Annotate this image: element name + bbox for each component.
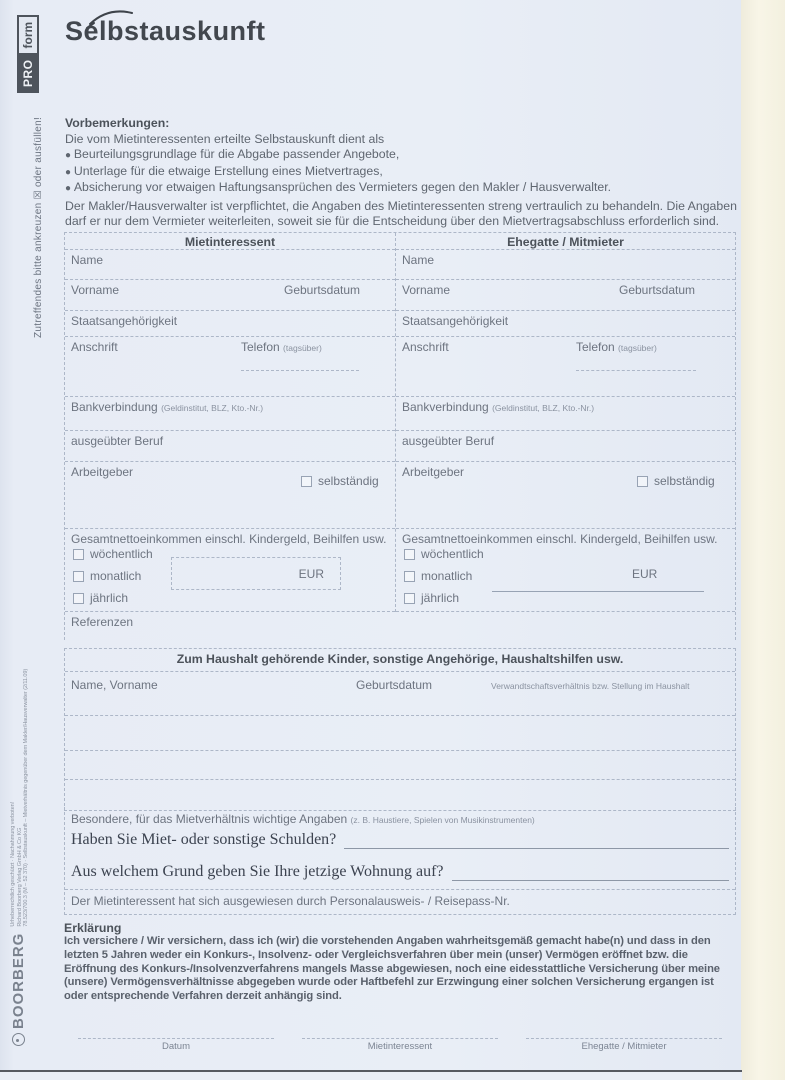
label-telefon: Telefon (tagsüber) bbox=[241, 340, 322, 354]
intro-note: Der Makler/Hausverwalter ist verpflichtet, die Angaben des Mietinteressenten streng vertraulich zu behandeln. Die Angaben darf er nur dem Vermieter weiterleiten, soweit sie für die Entscheidung über den Mietvertragsabschluss erforderlich sind. bbox=[65, 198, 737, 228]
field-einkommen-spouse[interactable] bbox=[396, 529, 735, 612]
label-geburtsdatum: Geburtsdatum bbox=[284, 283, 361, 297]
household-table bbox=[64, 648, 736, 811]
household-col-name: Name, Vorname bbox=[71, 678, 158, 692]
schulden-answer-line[interactable] bbox=[344, 833, 729, 849]
household-col-verhaeltnis: Verwandtschaftsverhältnis bzw. Stellung im Haushalt bbox=[491, 681, 690, 691]
label-eur: EUR bbox=[298, 566, 324, 581]
proform-logo-form: form bbox=[19, 17, 37, 56]
column-applicant bbox=[65, 233, 395, 612]
signature-cell-mietinteressent bbox=[288, 1030, 512, 1052]
question-schulden-text: Haben Sie Miet- oder sonstige Schulden? bbox=[71, 831, 337, 848]
persons-table bbox=[64, 232, 736, 640]
question-schulden bbox=[71, 831, 729, 849]
field-vorname-applicant[interactable] bbox=[65, 280, 395, 311]
label-telefon: Telefon (tagsüber) bbox=[576, 340, 657, 354]
signature-line-mietinteressent[interactable] bbox=[302, 1030, 498, 1039]
field-staatsangehoerigkeit-applicant[interactable] bbox=[65, 311, 395, 337]
besondere-note: (z. B. Haustiere, Spielen von Musikinstrumenten) bbox=[350, 815, 535, 825]
intro-lead: Die vom Mietinteressenten erteilte Selbstauskunft dient als bbox=[65, 131, 385, 146]
scan-background bbox=[741, 0, 785, 1080]
field-vorname-spouse[interactable] bbox=[396, 280, 735, 311]
label-selbstaendig: selbständig bbox=[654, 474, 715, 488]
household-title: Zum Haushalt gehörende Kinder, sonstige Angehörige, Haushaltshilfen usw. bbox=[65, 649, 735, 672]
telefon-write-line[interactable] bbox=[241, 370, 359, 371]
declaration-section bbox=[64, 921, 740, 1004]
label-telefon-note: (tagsüber) bbox=[283, 343, 322, 353]
publisher-imprint bbox=[10, 669, 30, 927]
label-geburtsdatum: Geburtsdatum bbox=[619, 283, 696, 297]
household-row-3[interactable] bbox=[65, 780, 735, 810]
label-name: Name bbox=[402, 253, 435, 267]
margin-instruction-text: Zutreffendes bitte ankreuzen ☒ oder ausfüllen! bbox=[33, 116, 44, 338]
label-selbstaendig: selbständig bbox=[318, 474, 379, 488]
declaration-heading: Erklärung bbox=[64, 921, 122, 935]
checkbox-woechentlich-applicant[interactable] bbox=[73, 549, 84, 560]
intro-section bbox=[65, 116, 737, 230]
field-arbeitgeber-spouse[interactable] bbox=[396, 462, 735, 529]
intro-bullet-3: ● Absicherung vor etwaigen Haftungsansprüchen des Vermieters gegen den Makler / Hausverwalter. bbox=[65, 180, 737, 197]
intro-bullet-1: ● Beurteilungsgrundlage für die Abgabe passender Angebote, bbox=[65, 147, 737, 164]
signature-label-mietinteressent: Mietinteressent bbox=[367, 1041, 433, 1052]
label-bank-note: (Geldinstitut, BLZ, Kto.-Nr.) bbox=[161, 403, 264, 413]
label-jaehrlich: jährlich bbox=[90, 591, 129, 605]
publisher-block bbox=[10, 669, 30, 1046]
details-divider bbox=[65, 889, 735, 890]
label-telefon-note: (tagsüber) bbox=[618, 343, 657, 353]
label-einkommen: Gesamtnettoeinkommen einschl. Kindergeld, Beihilfen usw. bbox=[71, 532, 387, 546]
household-row-2[interactable] bbox=[65, 751, 735, 780]
field-anschrift-spouse[interactable] bbox=[396, 337, 735, 397]
label-bank-note: (Geldinstitut, BLZ, Kto.-Nr.) bbox=[492, 403, 595, 413]
label-jaehrlich: jährlich bbox=[421, 591, 460, 605]
signature-cell-datum bbox=[64, 1030, 288, 1052]
field-einkommen-applicant[interactable] bbox=[65, 529, 395, 612]
ausweis-field[interactable]: Der Mietinteressent hat sich ausgewiesen durch Personalausweis- / Reisepass-Nr. bbox=[71, 894, 510, 908]
label-staatsangehoerigkeit: Staatsangehörigkeit bbox=[71, 314, 178, 328]
signature-line-datum[interactable] bbox=[78, 1030, 274, 1039]
signature-row bbox=[64, 1030, 736, 1052]
checkbox-selbstaendig-applicant[interactable] bbox=[301, 476, 312, 487]
page-title: Selbstauskunft bbox=[65, 16, 266, 46]
column-header-spouse: Ehegatte / Mitmieter bbox=[396, 233, 735, 250]
checkbox-monatlich-spouse[interactable] bbox=[404, 571, 415, 582]
label-arbeitgeber: Arbeitgeber bbox=[71, 465, 134, 479]
checkbox-selbstaendig-spouse[interactable] bbox=[637, 476, 648, 487]
label-bankverbindung: Bankverbindung (Geldinstitut, BLZ, Kto.-Nr.) bbox=[71, 400, 264, 414]
declaration-body: Ich versichere / Wir versichern, dass ich (wir) die vorstehenden Angaben wahrheitsgemäß gemacht habe(n) und dass in den letzten 5 Jahren weder ein Konkurs-, Insolvenz- oder Vergleichsverfahren über mein (unser) Vermögen eröffnet bzw. die Eröffnung des Konkurs-/Insolvenzverfahrens mangels Masse abgewiesen, noch eine eidesstattliche Versicherung über meine (unsere) Vermögensverhältnisse abgegeben wurde oder Haftbefehl zur Erzwingung einer solchen Versicherung ergangen ist oder entsprechende Verfahren derzeit anhängig sind. bbox=[64, 935, 720, 1003]
boorberg-logo-icon bbox=[12, 1033, 25, 1046]
copyright-line-2: Richard Boorberg Verlag GmbH & Co KG bbox=[16, 827, 23, 927]
signature-cell-ehegatte bbox=[512, 1030, 736, 1052]
label-monatlich: monatlich bbox=[90, 569, 142, 583]
label-bankverbindung: Bankverbindung (Geldinstitut, BLZ, Kto.-Nr.) bbox=[402, 400, 595, 414]
checkbox-jaehrlich-applicant[interactable] bbox=[73, 593, 84, 604]
checkbox-woechentlich-spouse[interactable] bbox=[404, 549, 415, 560]
field-beruf-applicant[interactable] bbox=[65, 431, 395, 462]
checkbox-monatlich-applicant[interactable] bbox=[73, 571, 84, 582]
label-beruf: ausgeübter Beruf bbox=[71, 434, 164, 448]
eur-write-line-spouse[interactable] bbox=[492, 591, 704, 592]
telefon-write-line[interactable] bbox=[576, 370, 696, 371]
label-vorname: Vorname bbox=[71, 283, 120, 297]
field-bankverbindung-applicant[interactable] bbox=[65, 397, 395, 431]
intro-heading: Vorbemerkungen: bbox=[65, 116, 170, 130]
field-arbeitgeber-applicant[interactable] bbox=[65, 462, 395, 529]
publisher-name bbox=[10, 933, 27, 1046]
eur-amount-box-applicant[interactable] bbox=[171, 557, 341, 590]
order-number-line: 78.523/700.3 (M – 52 370) · Selbstauskunft – Mietverhältnis gegenüber dem Makler/Hausverwalter (2/11.09) bbox=[23, 668, 30, 927]
question-wohnung bbox=[71, 863, 729, 881]
label-referenzen: Referenzen bbox=[71, 615, 134, 629]
question-wohnung-text: Aus welchem Grund geben Sie Ihre jetzige Wohnung auf? bbox=[71, 863, 444, 880]
label-eur: EUR bbox=[632, 567, 658, 581]
field-name-spouse[interactable] bbox=[396, 250, 735, 280]
signature-label-ehegatte: Ehegatte / Mitmieter bbox=[581, 1041, 667, 1052]
column-spouse bbox=[395, 233, 735, 612]
label-staatsangehoerigkeit: Staatsangehörigkeit bbox=[402, 314, 509, 328]
copyright-line-1: Urheberrechtlich geschützt · Nachahmung verboten! bbox=[10, 801, 16, 927]
household-row-1[interactable] bbox=[65, 716, 735, 751]
publisher-name-text: BOORBERG bbox=[10, 932, 27, 1029]
label-anschrift: Anschrift bbox=[71, 340, 118, 354]
field-bankverbindung-spouse[interactable] bbox=[396, 397, 735, 431]
field-anschrift-applicant[interactable] bbox=[65, 337, 395, 397]
household-col-geburtsdatum: Geburtsdatum bbox=[356, 678, 433, 692]
label-anschrift: Anschrift bbox=[402, 340, 449, 354]
label-einkommen: Gesamtnettoeinkommen einschl. Kindergeld, Beihilfen usw. bbox=[402, 532, 718, 546]
checkbox-jaehrlich-spouse[interactable] bbox=[404, 593, 415, 604]
household-header-row bbox=[65, 672, 735, 716]
label-monatlich: monatlich bbox=[421, 569, 473, 583]
paper-below-edge bbox=[0, 1072, 742, 1080]
field-beruf-spouse[interactable] bbox=[396, 431, 735, 462]
wohnung-answer-line[interactable] bbox=[452, 865, 729, 881]
label-vorname: Vorname bbox=[402, 283, 451, 297]
column-header-applicant: Mietinteressent bbox=[65, 233, 395, 250]
label-beruf: ausgeübter Beruf bbox=[402, 434, 495, 448]
besondere-angaben-field[interactable]: Besondere, für das Mietverhältnis wichtige Angaben (z. B. Haustiere, Spielen von Musikinstrumenten) bbox=[71, 812, 535, 826]
label-arbeitgeber: Arbeitgeber bbox=[402, 465, 465, 479]
signature-line-ehegatte[interactable] bbox=[526, 1030, 722, 1039]
signature-label-datum: Datum bbox=[162, 1041, 190, 1052]
label-woechentlich: wöchentlich bbox=[90, 547, 153, 561]
label-woechentlich: wöchentlich bbox=[421, 547, 484, 561]
intro-bullet-2: ● Unterlage für die etwaige Erstellung eines Mietvertrages, bbox=[65, 164, 737, 181]
label-name: Name bbox=[71, 253, 104, 267]
details-section bbox=[64, 807, 736, 915]
field-staatsangehoerigkeit-spouse[interactable] bbox=[396, 311, 735, 337]
proform-logo bbox=[17, 15, 39, 93]
proform-logo-pro: PRO bbox=[19, 55, 37, 91]
field-name-applicant[interactable] bbox=[65, 250, 395, 280]
field-referenzen[interactable] bbox=[65, 612, 735, 640]
